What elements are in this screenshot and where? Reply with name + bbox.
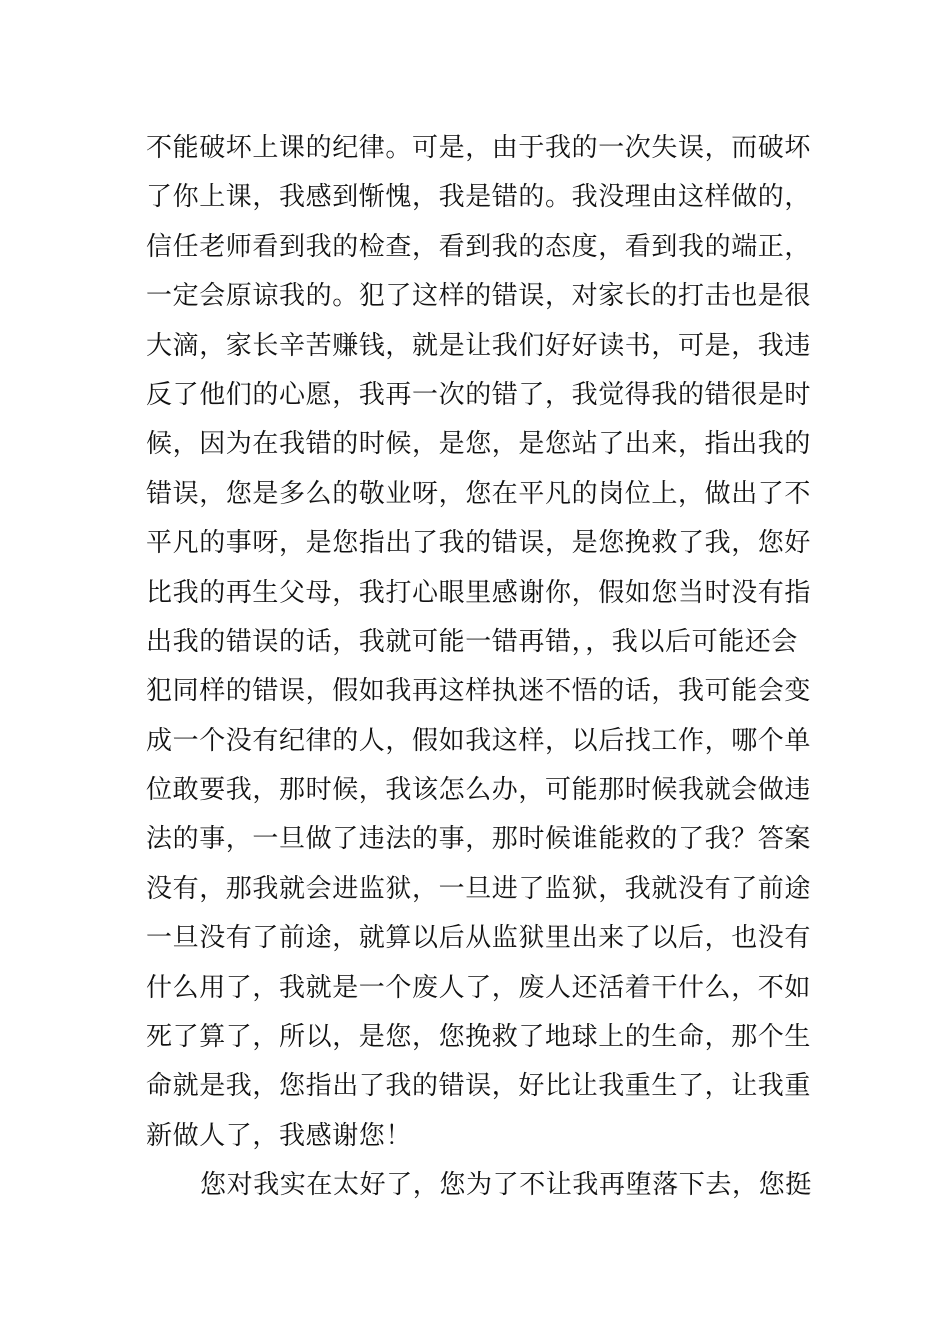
text-line: 位敢要我，那时候，我该怎么办，可能那时候我就会做违 — [146, 775, 812, 806]
text-line: 犯同样的错误，假如我再这样执迷不悟的话，我可能会变 — [146, 676, 812, 707]
text-line: 一旦没有了前途，就算以后从监狱里出来了以后，也没有 — [146, 923, 812, 954]
text-line: 什么用了，我就是一个废人了，废人还活着干什么，不如 — [146, 972, 812, 1003]
body-text — [146, 124, 810, 1211]
text-line: 了你上课，我感到惭愧，我是错的。我没理由这样做的， — [146, 182, 812, 213]
text-line: 比我的再生父母，我打心眼里感谢你，假如您当时没有指 — [146, 577, 812, 608]
paragraph-start-line: 您对我实在太好了，您为了不让我再堕落下去，您挺 — [200, 1170, 812, 1201]
text-line: 信任老师看到我的检查，看到我的态度，看到我的端正， — [146, 231, 812, 262]
text-line: 不能破坏上课的纪律。可是，由于我的一次失误，而破坏 — [146, 133, 812, 163]
text-line: 命就是我，您指出了我的错误，好比让我重生了，让我重 — [146, 1071, 812, 1102]
text-line: 死了算了，所以，是您，您挽救了地球上的生命，那个生 — [146, 1022, 812, 1053]
text-line: 平凡的事呀，是您指出了我的错误，是您挽救了我，您好 — [146, 528, 812, 559]
text-line: 一定会原谅我的。犯了这样的错误，对家长的打击也是很 — [146, 281, 812, 312]
text-line: 候，因为在我错的时候，是您，是您站了出来，指出我的 — [146, 429, 812, 460]
text-line: 反了他们的心愿，我再一次的错了，我觉得我的错很是时 — [146, 379, 812, 410]
text-line: 出我的错误的话，我就可能一错再错，，我以后可能还会 — [146, 626, 799, 657]
text-line: 没有，那我就会进监狱，一旦进了监狱，我就没有了前途 — [146, 873, 812, 904]
text-line: 错误，您是多么的敬业呀，您在平凡的岗位上，做出了不 — [146, 478, 812, 509]
text-line: 新做人了，我感谢您！ — [146, 1120, 413, 1151]
text-line: 法的事，一旦做了违法的事，那时候谁能救的了我？答案 — [146, 824, 812, 855]
text-line: 成一个没有纪律的人，假如我这样，以后找工作，哪个单 — [146, 725, 812, 756]
text-line: 大滴，家长辛苦赚钱，就是让我们好好读书，可是，我违 — [146, 330, 812, 361]
